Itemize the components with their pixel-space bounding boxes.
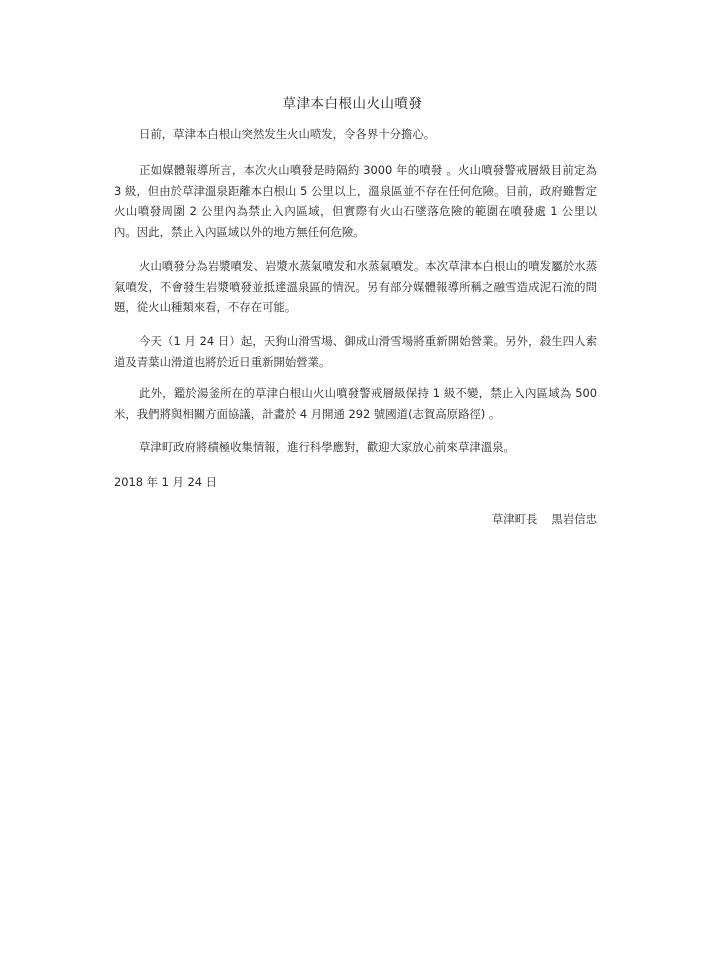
signature-block: [492, 511, 597, 527]
document-title: 草津本白根山火山噴發: [282, 96, 423, 112]
paragraph-eruption-type: 火山噴發分為岩漿噴发、岩漿水蒸氣噴发和水蒸氣噴发。本次草津本白根山的噴发屬於水蒸氣噴发，不會發生岩漿噴發並抵達溫泉區的情況。另有部分媒體報導所稱之融雪造成泥石流的問題，從火山種類來看，不存在可能。: [114, 259, 597, 314]
signature-name: 黒岩信忠: [551, 512, 597, 526]
paragraph-ski-resorts: 今天（1 月 24 日）起，天狗山滑雪場、御成山滑雪場將重新開始營業。另外，殺生四人索道及青葉山滑道也將於近日重新開始營業。: [114, 334, 597, 369]
paragraph-eruption-level: 正如媒體報導所言，本次火山噴發是時隔約 3000 年的噴發 。火山噴發警戒層級目前定為 3 級，但由於草津溫泉距離本白根山 5 公里以上，溫泉區並不存在任何危險。目前，政府雖暫定火山噴發周圍 2 公里內為禁止入內區域，但實際有火山石墜落危險的範圍在噴發處 1 公里以內。因此，禁止入內區域以外的地方無任何危險。: [114, 163, 597, 239]
signature-title: 草津町長: [491, 512, 538, 526]
document-date: 2018 年 1 月 24 日: [114, 475, 218, 489]
paragraph-closing: 草津町政府將積極收集情報，進行科學應對，歡迎大家放心前來草津溫泉。: [139, 440, 515, 454]
paragraph-route-292: 此外，鑑於湯釜所在的草津白根山火山噴發警戒層級保持 1 級不變，禁止入內區域為 500 米，我們將與相關方面協議，計畫於 4 月開通 292 號國道(志賀高原路徑) 。: [114, 386, 597, 421]
paragraph-intro: 日前，草津本白根山突然发生火山喷发，令各界十分擔心。: [139, 127, 436, 141]
